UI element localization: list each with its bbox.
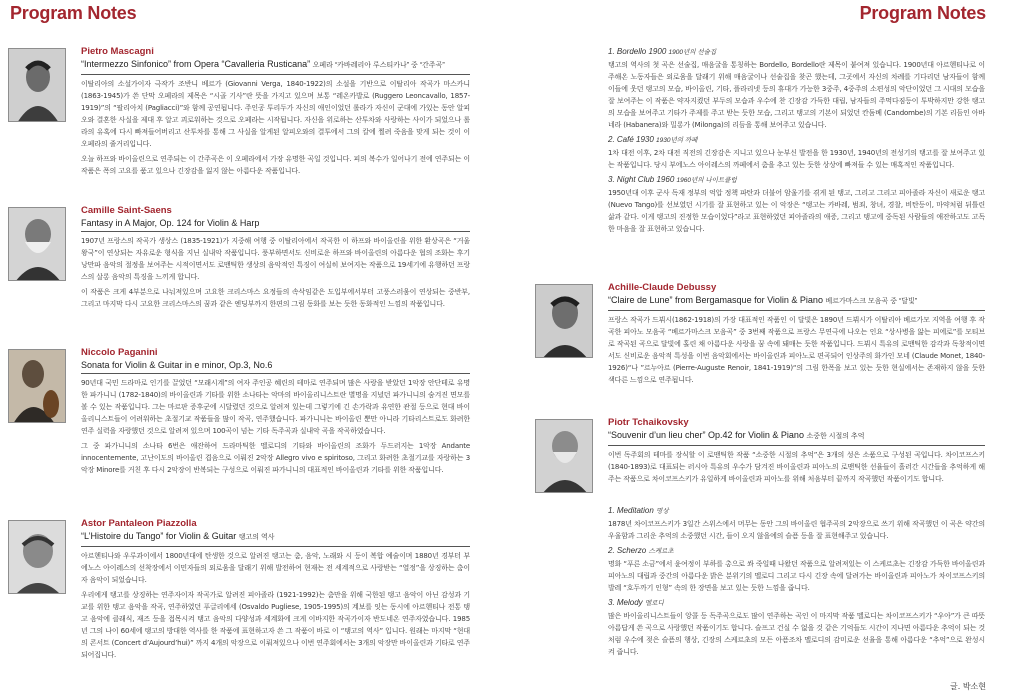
work-title [81, 530, 470, 547]
composer-name: Achille-Claude Debussy [608, 282, 717, 293]
work-title-korean: 소중한 시절의 추억 [806, 433, 865, 440]
movement-title [608, 505, 985, 518]
composer-portrait [8, 520, 66, 594]
note-paragraph: 이번 독주회의 테마를 장식할 이 로맨틱한 작품 “소중한 시절의 추억”은 3개의 성은 소품으로 구성된 곡입니다. 차이코프스키(1840-1893)로 대표되는 러시아 특유의 우수가 담겨진 바이올린과 피아노의 로맨틱한 선율들이 흘러간 시간들을 추억하게 해주는 작품으로 차이코프스키가 유일하게 바이올린과 피아노를 위해 처음부터 끝까지 작곡했던 작품이기도 합니다. [608, 451, 985, 483]
work-title-text: “Intermezzo Sinfonico” from Opera “Cavalleria Rusticana” [81, 59, 311, 69]
movement-title-text: 3. Melody [608, 598, 643, 607]
author-signature: 글. 박소현 [950, 682, 986, 691]
program-entry-mascagni [8, 46, 470, 198]
movement-title [608, 597, 985, 610]
composer-portrait [8, 207, 66, 281]
note-paragraph: 탱고의 역사의 첫 곡은 선술집, 매음굴을 통칭하는 Bordello, Bordello란 제목이 붙여져 있습니다. 1900년대 아르헨티나로 이주해온 노동자들은 외로움을 달래기 위해 매음굴이나 선술집을 찾곤 했는데, 그곳에서 자신의 차례를 기다리던 남자들이 함께 이들에 웃던 탱고의 모습, 바이올린, 기타, 플라리넷 등의 휴대가 가능한 3중주, 4중주의 소편성의 악단이었던 그 시대의 모습을 잘 보여주는 이 작품은 약자지켰던 부두의 모습과 우수에 찬 긴장감 가득한 대립, 남자들의 주먹다짐등이 투박하지만 강한 탱고의 모습을 보여주고 기타가 주제를 주고 받는 듯한 모습, 그리고 탱고의 기본이 되었던 칸돔베 (Candombe)의 기본 리듬인 아바네라 (Habanera)와 밀롱가 (Milonga)의 리듬을 통해 보여주고 있습니다. [608, 61, 985, 129]
note-paragraph: 우리에게 탱고를 상징하는 연주자이자 작곡가로 알려진 피아졸라 (1921-1992)는 춤만을 위해 국한된 탱고 음악이 아닌 감성과 기교를 위한 탱고 음악을 작곡, 연주하였던 푸글리에세 (Osvaldo Pugliese, 1905-1995)의 계보를 잇는 동시에 아르헨티나 전통 탱고 음악에 클래식, 재즈 등을 접목시켜 탱고 음악의 다양성과 세계화에 크게 이바지한 작곡가이자 반도네온 연주자였습니다. 1985년 그의 나이 60세에 탱고의 방대한 역사를 한 작품에 표현하고자 쓴 그 작품이 바로 이 “탱고의 역사” 입니다. 원래는 마지막 “현대의 콘서트 (Concert d’Aujourd’hui)” 까지 4개의 악장으로 이뤄져있으나 이번 연주회에서는 3개의 악장만 바이올린과 기타로 연주되어집니다. [81, 591, 470, 659]
composer-name: Pietro Mascagni [81, 46, 154, 57]
program-entry-debussy [535, 282, 985, 402]
note-paragraph: 1878년 차이코프스키가 3일간 스위스에서 머무는 동안 그의 바이올린 협주곡의 2악장으로 쓰기 위해 작곡했던 이 곡은 약간의 우울함과 그리운 추억의 소중했던 시간, 들이 오지 않을에의 슬픔 등을 잘 표현해주고 있습니다. [608, 520, 985, 540]
composer-name: Piotr Tchaikovsky [608, 417, 689, 428]
work-title [81, 58, 470, 75]
note-paragraph: 그 중 파가니니의 소나타 6번은 애잔하여 드라마틱한 멜로디의 기타와 바이올린의 조화가 두드러지는 1악장 Andante innocentemente, 고난이도의 바이올린 겹음으로 이뤄진 2악장 Allegro vivo e spiritoso, 그리고 화려한 초절기교를 자랑하는 3악장 Minore를 거친 후 다시 2악장이 반복되는 구성으로 이뤄진 파가니니의 대표적인 바이올린과 기타를 위한 작품입니다. [81, 442, 470, 474]
note-paragraph: 프랑스 작곡가 드뷔시(1862-1918)의 가장 대표적인 작품인 이 달빛은 1890년 드뷔시가 이탈리아 베르가모 지역을 여행 후 작곡한 피아노 모음곡 “베르가마스크 모음곡” 중 3번째 작품으로 프랑스 무연극에 나오는 인요 “상사병을 앓는 피에로”를 모티브로 작곡된 곡으로 달빛에 홀린 채 아름다운 사랑을 꿈 속에 돼매는 듯한 작품입니다. 드뷔시 특유의 로맨틱한 감각과 독창적이면서도 신비로운 음악적 특성을 이번 음악회에서는 바이올린과 피아노로 편곡되어 인상주의 화가인 모네 (Claude Monet, 1840-1926)“나 ”르누아르 (Pierre-Auguste Renoir, 1841-1919)“의 그림 한폭을 보고 있는 듯한 현실에서는 존재하지 않을 듯한 색다른 느낌으로 연주됩니다. [608, 316, 985, 384]
movement-title [608, 46, 985, 59]
note-paragraph: 오늘 하프와 바이올린으로 연주되는 이 간주곡은 이 오페라에서 가장 유명한 곡일 것입니다. 피의 복수가 일어나기 전에 연주되는 이 작품은 폭의 고요를 품고 있으나 긴장감을 잃지 않는 아름다운 작품입니다. [81, 155, 470, 175]
work-title-korean: 오페라 “카바레리아 루스티카나” 중 “간주곡” [312, 62, 445, 69]
note-paragraph: 1907년 프랑스의 작곡가 생상스 (1835-1921)가 지중해 여행 중 이탈리아에서 작곡한 이 하프와 바이올린을 위한 환상곡은 “거울 왕국”이 연상되는 자유로운 형식을 지닌 실내악 작품입니다. 풍부하면서도 신비로운 하프와 바이올린의 아름다운 협의 조화는 후기 낭만파 음악의 절정을 보여주는 시적이면서도 로맨틱한 생상의 음악적인 특징이 여실히 보여지는 작품으로 19세기에 유행하던 프랑스의 살롱 음악의 특징을 느끼게 합니다. [81, 237, 470, 281]
note-paragraph: 90년대 국민 드라마로 인기를 끌었던 “모래시계”의 여자 주인공 혜린의 테마로 연주되며 많은 사랑을 받았던 1악장 안단테로 유명한 파가니니 (1782-1840)의 바이올린과 기타를 위한 소나타는 악마의 바이올리니스트란 별명을 지녔던 파가니니의 숨겨진 면모를 볼 수 있는 작품입니다. 그는 마르판 증후군에 시달렸던 것으로 알려져 있는데 그렇기에 긴 손가락과 유연한 관절 등으로 현대 바이올리니스트들이 어려워하는 초절기교 작품들을 많이 작곡, 연주했습니다. 파가니니는 바이올린 뿐만 아니라 기타리스트로도 화려한 연주 실력을 자랑했던 것으로 알려져 있으며 100곡이 넘는 기타 독주곡과 실내악 곡을 작곡하였습니다. [81, 379, 470, 435]
movement-title-korean: 스케르초 [648, 548, 674, 555]
work-title-korean: 베르가마스크 모음곡 중 “달빛” [825, 298, 918, 305]
program-entry-paganini [8, 347, 470, 512]
entry-body [608, 417, 985, 488]
movement-title-korean: 멜로디 [644, 600, 664, 607]
entry-body [81, 518, 470, 664]
movement-title-text: 2. Scherzo [608, 546, 647, 555]
composer-portrait [535, 284, 593, 358]
work-title: Sonata for Violin & Guitar in e minor, Op.3, No.6 [81, 359, 470, 374]
note-paragraph: 이 작품은 크게 4부분으로 나눠져있으며 고요한 크리스마스 요정들의 속삭임같은 도입부에서부터 고풍스러움이 연상되는 중반부, 그리고 마지막 다시 고요한 크리스마스의 꿈과 같은 엔딩부까지 한편의 그림 동화를 보는 듯한 동화적인 느낌의 작품입니다. [81, 288, 470, 308]
movement-title-text: 1. Bordello 1900 [608, 47, 667, 56]
note-paragraph: 이탈리아의 소설가이자 극작가 조반니 베르가 (Giovanni Verga, 1840-1922)의 소설을 기반으로 이탈리아 작곡가 마스카니 (1863-1945)가 쓴 단막 오페라의 제목은 “시골 기사”란 뜻을 가지고 있으며 보통 “레온카발로 (Ruggero Leoncavallo, 1857-1919)”의 “팔리아치 (Pagliacci)”와 함께 공연됩니다. 주인공 투리두가 자신의 애인이었던 롤라가 자신이 군대에 가있는 동안 알피오와 결혼한 사실을 제대 후 알고 괴로워하는 것으로 오페라는 시작됩니다. 자신을 위로하는 산투차와 사랑하는 사이가 되었으나 롤라의 유혹에 다시 빠져들어버리고 산투차를 통해 그 사실을 알게된 알피오와의 결투에서 그의 칼에 찔려 죽음을 맞게 되는 것이 이 오페라의 줄거리입니다. [81, 80, 470, 148]
composer-portrait [8, 349, 66, 423]
work-title-text: “Claire de Lune” from Bergamasque for Violin & Piano [608, 295, 823, 305]
work-title [608, 294, 985, 311]
program-entry-piazzolla [8, 518, 470, 693]
program-entry-saint-saens [8, 205, 470, 335]
page-title-left: Program Notes [10, 3, 137, 23]
composer-name: Niccolo Paganini [81, 347, 158, 358]
entry-body [81, 347, 470, 479]
note-paragraph: 아르헨티나와 우루과이에서 1800년대에 탄생한 것으로 알려진 탱고는 춤, 음악, 노래와 시 등이 복합 예술이며 1880년 경부터 부에노스 아이레스의 선착장에서 이민자들의 외로움을 달래기 위해 발전하여 현재는 전 세계적으로 사랑받는 “열정”을 상징하는 춤이자 음악이 되었습니다. [81, 552, 470, 584]
movement-title [608, 134, 985, 147]
note-paragraph: 1950년대 이후 군사 독재 정부의 억압 정책 파탄과 더불어 암울기를 겪게 된 탱고, 그리고 그리고 피아졸라 자신이 새로운 탱고 (Nuevo Tango)를 선보였던 시기를 잘 표현하고 있는 이 악장은 “탱고는 카바레, 범죄, 창녀, 경찰, 비탄등이, 마약처럼 뒤틀린 삶과 같다. 이게 탱고의 진정한 모습이었다”라고 표현하였던 피아졸라의 애증, 그리고 탱고에 중독된 사람들의 애잔하고도 고독한 마음을 잘 표현하고 있습니다. [608, 189, 985, 233]
movement-title-korean: 1960년의 나이트클럽 [676, 177, 737, 184]
note-paragraph: 1차 대전 이후, 2차 대전 직전의 긴장감은 지니고 있으나 눈부신 발전을 한 1930년, 1940년의 전성기의 탱고를 잘 보여주고 있는 작품입니다. 당시 부에노스 아이레스의 까페에서 춤을 추고 있는 듯한 상상에 빠져들 수 있는 매혹적인 작품입니다. [608, 149, 985, 169]
entry-body [81, 205, 470, 313]
work-title-text: “L’Histoire du Tango” for Violin & Guitar [81, 531, 237, 541]
movement-title-text: 3. Night Club 1960 [608, 175, 675, 184]
movement-title-korean: 1900년의 선술집 [668, 49, 717, 56]
tango-movements [608, 44, 985, 238]
movement-title-text: 2. Café 1930 [608, 135, 654, 144]
work-title [608, 429, 985, 446]
movement-title [608, 174, 985, 187]
tchaikovsky-movements [608, 503, 985, 661]
work-title-text: “Souvenir d’un lieu cher” Op.42 for Violin & Piano [608, 430, 804, 440]
entry-body [608, 282, 985, 389]
composer-portrait [8, 48, 66, 122]
composer-name: Astor Pantaleon Piazzolla [81, 518, 197, 529]
movement-title-text: 1. Meditation [608, 506, 654, 515]
movement-title [608, 545, 985, 558]
composer-portrait [535, 419, 593, 493]
movement-title-korean: 명상 [656, 508, 669, 515]
composer-name: Camille Saint-Saens [81, 205, 172, 216]
note-paragraph: 명화 “푸른 소금”에서 윤여정이 부하를 총으로 쏴 죽일때 나왔던 작품으로 알려져있는 이 스케르초는 긴장감 가득한 바이올린과 피아노의 대립과 중간의 아름다운 밝은 분위기의 멜로디 그리고 다시 긴장 속에 달려가는 바이올린과 피아노가 차이코프스키의 발레 “호두까기 인형” 속의 한 장면을 보고 있는 듯한 느낌을 줍니다. [608, 560, 985, 592]
work-title-korean: 탱고의 역사 [238, 534, 275, 541]
work-title: Fantasy in A Major, Op. 124 for Violin & Harp [81, 217, 470, 232]
entry-body [81, 46, 470, 180]
page-title-right: Program Notes [859, 3, 986, 23]
movement-title-korean: 1930년의 까페 [656, 137, 698, 144]
note-paragraph: 많은 바이올리니스트들이 앙콜 등 독주곡으로도 많이 연주하는 곡인 이 마지막 작품 멜로디는 차이코프스키가 “우아”가 큰 따뜻 아름답게 쓴 곡으로 사랑했던 작품이기도 합니다. 슬프고 건실 수 없을 것 같은 기억들도 시간이 지나면 아름다운 추억이 되는 것처럼 우수에 젖은 슬픔의 행상, 긴장의 스케르초의 모든 아픔조차 멜로디의 감미로운 선율을 통해 아름다운 “추억”으로 완성시켜 줍니다. [608, 612, 985, 656]
